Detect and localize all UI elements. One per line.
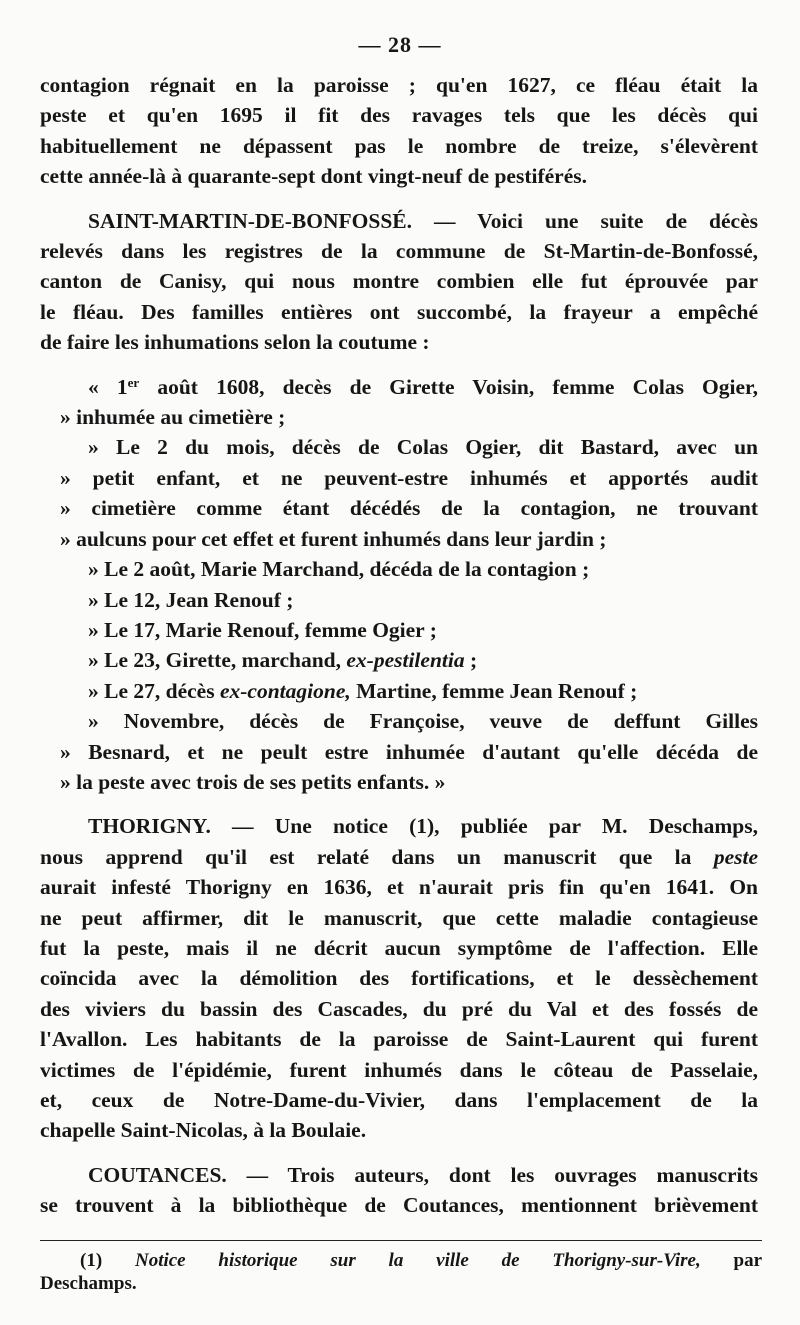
quote-line: » aulcuns pour cet effet et furent inhumés dans leur jardin ; (60, 526, 607, 551)
text-line: l'Avallon. Les habitants de la paroisse de Saint-Laurent qui furent (40, 1027, 758, 1052)
quote-line: » Le 2 août, Marie Marchand, décéda de la contagion ; (88, 557, 590, 582)
body-text (40, 70, 758, 1221)
text-line: canton de Canisy, qui nous montre combien elle fut éprouvée par (40, 269, 758, 294)
page-number: — 28 — (358, 32, 442, 57)
quote-line: » Novembre, décès de Françoise, veuve de deffunt Gilles (88, 709, 758, 734)
quote-line: » la peste avec trois de ses petits enfants. » (60, 769, 446, 794)
text-line: contagion régnait en la paroisse ; qu'en 1627, ce fléau était la (40, 73, 758, 97)
text-line: victimes de l'épidémie, furent inhumés dans le côteau de Passelaie, (40, 1057, 758, 1082)
section-heading-line: SAINT-MARTIN-DE-BONFOSSÉ. — Voici une suite de décès (88, 208, 758, 233)
text-line: aurait infesté Thorigny en 1636, et n'aurait pris fin qu'en 1641. On (40, 875, 758, 900)
text-line (40, 842, 758, 872)
text-line: se trouvent à la bibliothèque de Coutances, mentionnent brièvement (40, 1193, 758, 1218)
quote-line: » Le 12, Jean Renouf ; (88, 587, 294, 612)
footnote-rule (40, 1240, 762, 1241)
footnote-text: par (700, 1250, 763, 1271)
footnote-title: Notice historique sur la ville de Thorigny-sur-Vire, (134, 1250, 701, 1271)
quote-line (40, 676, 758, 706)
text-line: coïncida avec la démolition des fortifications, et le dessèchement (40, 966, 758, 991)
quote-line: » petit enfant, et ne peuvent-estre inhumés et apportés audit (60, 465, 758, 490)
text-span: nous apprend qu'il est relaté dans un manuscrit que la (40, 844, 714, 869)
quote-open: « 1 (88, 374, 128, 399)
quote-text: ; (464, 648, 478, 673)
section-heading-line: THORIGNY. — Une notice (1), publiée par M. Deschamps, (88, 814, 758, 839)
text-line: habituellement ne dépassent pas le nombre de treize, s'élevèrent (40, 133, 758, 158)
text-line: cette année-là à quarante-sept dont vingt-neuf de pestiférés. (40, 164, 587, 189)
text-line: relevés dans les registres de la commune de St-Martin-de-Bonfossé, (40, 239, 758, 264)
text-line: le fléau. Des familles entières ont succombé, la frayeur a empêché (40, 299, 758, 324)
text-line: des viviers du bassin des Cascades, du pré du Val et des fossés de (40, 996, 758, 1021)
quote-line (40, 372, 758, 402)
paragraph-thorigny (40, 811, 758, 1145)
quote-line: » inhumée au cimetière ; (60, 405, 286, 430)
latin-italic: ex-contagione, (219, 678, 351, 703)
quote-line: » Le 2 du mois, décès de Colas Ogier, dit Bastard, avec un (88, 435, 758, 460)
quote-text: » Le 23, Girette, marchand, (88, 648, 347, 673)
ordinal-superscript: er (127, 374, 140, 390)
footnote-line: Deschamps. (40, 1273, 137, 1294)
text-line: et, ceux de Notre-Dame-du-Vivier, dans l'emplacement de la (40, 1088, 758, 1112)
quoted-death-records (40, 372, 758, 798)
quote-text: août 1608, decès de Girette Voisin, femme Colas Ogier, (139, 374, 758, 399)
latin-italic: ex-pestilentia (346, 648, 465, 673)
text-line: ne peut affirmer, dit le manuscrit, que cette maladie contagieuse (40, 905, 758, 930)
footnote (40, 1249, 762, 1295)
paragraph-saint-martin (40, 206, 758, 358)
footnote-line (40, 1249, 762, 1272)
quote-line (40, 645, 758, 675)
quote-text: » Le 27, décès (88, 678, 220, 703)
quote-line: » Le 17, Marie Renouf, femme Ogier ; (88, 617, 437, 642)
text-line: chapelle Saint-Nicolas, à la Boulaie. (40, 1118, 367, 1143)
text-line: peste et qu'en 1695 il fit des ravages tels que les décès qui (40, 103, 758, 128)
text-line: de faire les inhumations selon la coutume : (40, 330, 430, 355)
italic-word: peste (713, 844, 758, 869)
quote-line: » Besnard, et ne peult estre inhumée d'autant qu'elle décéda de (60, 739, 758, 764)
paragraph-contagion (40, 70, 758, 192)
footnote-marker: (1) (80, 1250, 103, 1271)
paragraph-coutances (40, 1160, 758, 1221)
quote-line: » cimetière comme étant décédés de la contagion, ne trouvant (60, 496, 758, 521)
quote-text: Martine, femme Jean Renouf ; (350, 678, 638, 703)
text-line: fut la peste, mais il ne décrit aucun symptôme de l'affection. Elle (40, 935, 758, 960)
section-heading-line: COUTANCES. — Trois auteurs, dont les ouvrages manuscrits (88, 1162, 758, 1187)
